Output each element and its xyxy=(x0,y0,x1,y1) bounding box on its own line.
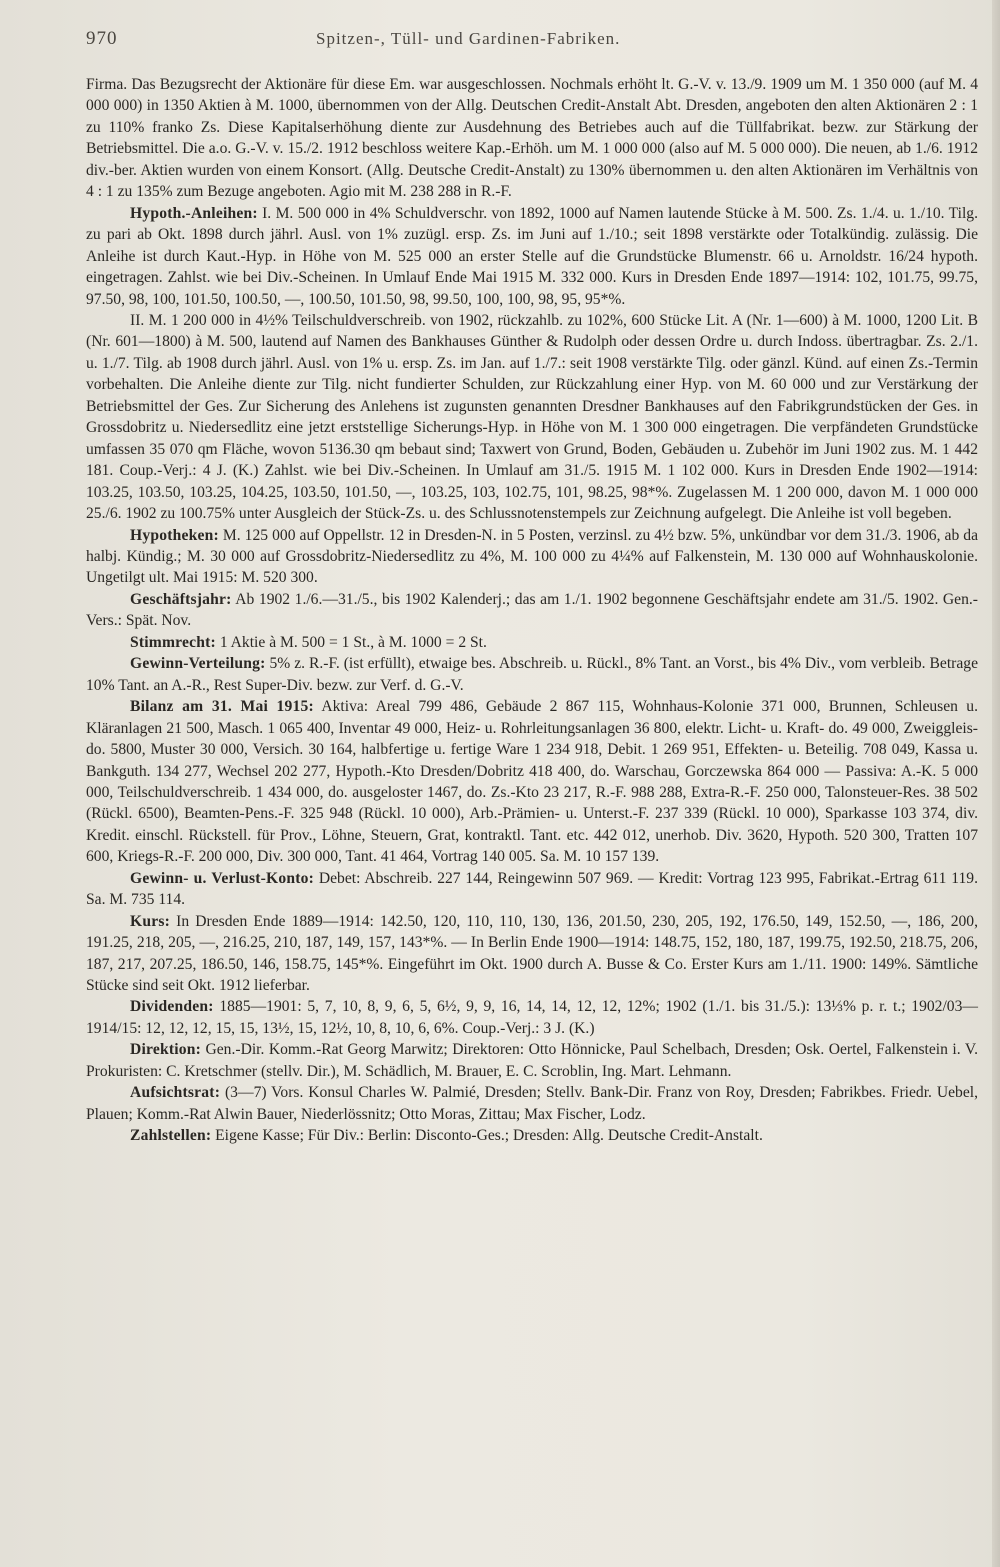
paragraph-hypoth-anleihen xyxy=(86,203,978,310)
paragraph-stimmrecht xyxy=(86,632,978,653)
paragraph-text: Aktiva: Areal 799 486, Gebäude 2 867 115, Wohnhaus-Kolonie 371 000, Brunnen, Schleusen u. Kläranlagen 21 500, Masch. 1 065 400, Inventar 49 000, Heiz- u. Rohrleitungsanlagen 36 800, elektr. Licht- u. Kraft- do. 49 000, Zweiggleis- do. 5800, Muster 30 000, Versich. 30 164, halbfertige u. fertige Ware 1 234 918, Debit. 1 269 951, Effekten- u. Beteilig. 708 049, Kassa u. Bankguth. 134 277, Wechsel 202 277, Hypoth.-Kto Dresden/Dobritz 418 400, do. Warschau, Gorczewska 864 000 — Passiva: A.-K. 5 000 000, Teilschuldverschreib. 1 434 000, do. ausgeloster 1467, do. Zs.-Kto 23 217, R.-F. 988 288, Extra-R.-F. 250 000, Talonsteuer-Res. 38 502 (Rückl. 6500), Beamten-Pens.-F. 325 948 (Rückl. 10 000), Arb.-Prämien- u. Unterst.-F. 237 339 (Rückl. 10 000), Sparkasse 103 374, div. Kredit. einschl. Rückstell. für Prov., Löhne, Steuern, Grat, kontraktl. Tant. etc. 442 012, unerhob. Div. 3620, Hypoth. 520 300, Tratten 107 600, Kriegs-R.-F. 200 000, Div. 300 000, Tant. 41 464, Vortrag 140 005. Sa. M. 10 157 139. xyxy=(86,698,978,866)
section-keyword: Zahlstellen: xyxy=(130,1127,212,1145)
paragraph-hypotheken xyxy=(86,525,978,589)
paragraph-bilanz xyxy=(86,696,978,868)
section-keyword: Aufsichtsrat: xyxy=(130,1084,221,1102)
paragraph-gewinn-verteilung xyxy=(86,653,978,696)
paragraph-text: Debet: Abschreib. 227 144, Reingewinn 507 969. — Kredit: Vortrag 123 995, Fabrikat.-Ertrag 611 119. Sa. M. 735 114. xyxy=(86,869,978,909)
section-keyword: Stimmrecht: xyxy=(130,633,216,651)
section-keyword: Direktion: xyxy=(130,1041,202,1059)
paragraph-text: 5% z. R.-F. (ist erfüllt), etwaige bes. Abschreib. u. Rückl., 8% Tant. an Vorst., bis 4% Div., vom verbleib. Betrage 10% Tant. an A.-R., Rest Super-Div. bezw. zur Verf. d. G.-V. xyxy=(86,655,978,694)
paragraph-gewinn-verlust xyxy=(86,868,978,911)
body-text xyxy=(86,74,978,1147)
paragraph-text: Eigene Kasse; Für Div.: Berlin: Disconto-Ges.; Dresden: Allg. Deutsche Credit-Anstalt. xyxy=(211,1127,763,1145)
paragraph-text: M. 125 000 auf Oppellstr. 12 in Dresden-N. in 5 Posten, verzinsl. zu 4½ bzw. 5%, unkündbar vor dem 31./3. 1906, ab da halbj. Kündig.; M. 30 000 auf Grossdobritz-Niedersedlitz zu 4%, M. 100 000 zu 4¼% auf Falkenstein, M. 130 000 auf Wohnhauskolonie. Ungetilgt ult. Mai 1915: M. 520 300. xyxy=(86,526,978,587)
paragraph-text: 1 Aktie à M. 500 = 1 St., à M. 1000 = 2 St. xyxy=(215,633,487,651)
running-head xyxy=(86,28,978,58)
paragraph-text: 1885—1901: 5, 7, 10, 8, 9, 6, 5, 6½, 9, 9, 16, 14, 14, 12, 12, 12%; 1902 (1./1. bis 31./5.): 13⅓% p. r. t.; 1902/03—1914/15: 12, 12, 12, 15, 15, 13½, 15, 12½, 10, 8, 10, 6, 6%. Coup.-Verj.: 3 J. (K.) xyxy=(86,998,978,1037)
paragraph-capital-increase xyxy=(86,74,978,203)
paragraph-text: I. M. 500 000 in 4% Schuldverschr. von 1892, 1000 auf Namen lautende Stücke à M. 500. Zs. 1./4. u. 1./10. Tilg. zu pari ab Okt. 1898 durch jährl. Ausl. von 1% zuzügl. ersp. Zs. im Juni auf 1./10.; seit 1898 verstärkte oder Totalkündig. zulässig. Die Anleihe ist durch Kaut.-Hyp. in Höhe von M. 525 000 an erster Stelle auf die Grundstücke Blumenstr. 66 u. Arnoldstr. 16/24 hypoth. eingetragen. Zahlst. wie bei Div.-Scheinen. In Umlauf Ende Mai 1915 M. 332 000. Kurs in Dresden Ende 1897—1914: 102, 101.75, 99.75, 97.50, 98, 100, 101.50, 100.50, —, 100.50, 101.50, 98, 99.50, 100, 100, 98, 95, 95*%. xyxy=(86,204,978,308)
paragraph-kurs xyxy=(86,911,978,997)
paragraph-zahlstellen xyxy=(86,1125,978,1146)
running-title: Spitzen-, Tüll- und Gardinen-Fabriken. xyxy=(316,29,621,48)
paragraph-direktion xyxy=(86,1039,978,1082)
paragraph-aufsichtsrat xyxy=(86,1082,978,1125)
page-number: 970 xyxy=(86,28,118,49)
section-keyword: Hypoth.-Anleihen: xyxy=(130,204,258,222)
paragraph-dividenden xyxy=(86,996,978,1039)
section-keyword: Gewinn-Verteilung: xyxy=(130,655,266,673)
paragraph-text: (3—7) Vors. Konsul Charles W. Palmié, Dresden; Stellv. Bank-Dir. Franz von Roy, Dresden; Fabrikbes. Friedr. Uebel, Plauen; Komm.-Rat Alwin Bauer, Niederlössnitz; Otto Moras, Zittau; Max Fischer, Lodz. xyxy=(86,1084,978,1123)
page-edge xyxy=(992,0,1000,1567)
paragraph-text: In Dresden Ende 1889—1914: 142.50, 120, 110, 110, 130, 136, 201.50, 230, 205, 192, 176.50, 149, 152.50, —, 186, 200, 191.25, 218, 205, —, 216.25, 210, 187, 149, 157, 143*%. — In Berlin Ende 1900—1914: 148.75, 152, 180, 187, 199.75, 192.50, 218.75, 206, 187, 217, 207.25, 186.50, 146, 158.75, 145*%. Eingeführt im Okt. 1900 durch A. Busse & Co. Erster Kurs am 1./11. 1900: 149%. Sämtliche Stücke sind seit Okt. 1912 lieferbar. xyxy=(86,912,978,995)
paragraph-geschaeftsjahr xyxy=(86,589,978,632)
section-keyword: Dividenden: xyxy=(130,998,214,1016)
paragraph-text: II. M. 1 200 000 in 4½% Teilschuldverschreib. von 1902, rückzahlb. zu 102%, 600 Stücke Lit. A (Nr. 1—600) à M. 1000, 1200 Lit. B (Nr. 601—1800) à M. 500, lautend auf Namen des Bankhauses Günther & Rudolph oder dessen Ordre u. durch Indoss. übertragbar. Zs. 2./1. u. 1./7. Tilg. ab 1908 durch jährl. Ausl. von 1% u. ersp. Zs. im Jan. auf 1./7.: seit 1908 verstärkte Tilg. oder gänzl. Künd. auf einen Zs.-Termin vorbehalten. Die Anleihe diente zur Tilg. nicht fundierter Schulden, zur Rückzahlung einer Hyp. von M. 60 000 und zur Verstärkung der Betriebsmittel der Ges. Zur Sicherung des Anlehens ist zugunsten genannten Dresdner Bankhauses auf den Fabrikgrundstücken der Ges. in Grossdobritz u. Niedersedlitz eine jetzt erststellige Sicherungs-Hyp. in Höhe von M. 1 300 000 eingetragen. Die verpfändeten Grundstücke umfassen 35 070 qm Fläche, wovon 5136.30 qm bebaut sind; Taxwert von Grund, Boden, Gebäuden u. Zubehör im Juni 1902 zus. M. 1 442 181. Coup.-Verj.: 4 J. (K.) Zahlst. wie bei Div.-Scheinen. In Umlauf am 31./5. 1915 M. 1 102 000. Kurs in Dresden Ende 1902—1914: 103.25, 103.50, 103.25, 104.25, 103.50, 101.50, —, 103.25, 103, 102.75, 101, 98.25, 98*%. Zugelassen M. 1 200 000, davon M. 1 000 000 25./6. 1902 zu 100.75% unter Ausgleich der Stück-Zs. u. des Schlussnotenstempels zur Zeichnung aufgelegt. Die Anleihe ist voll begeben. xyxy=(86,311,978,523)
section-keyword: Kurs: xyxy=(130,912,170,930)
paragraph-text: Ab 1902 1./6.—31./5., bis 1902 Kalenderj.; das am 1./1. 1902 begonnene Geschäftsjahr endete am 31./5. 1902. Gen.-Vers.: Spät. Nov. xyxy=(86,590,978,630)
section-keyword: Geschäftsjahr: xyxy=(130,590,232,608)
section-keyword: Gewinn- u. Verlust-Konto: xyxy=(130,869,315,887)
paragraph-text: Gen.-Dir. Komm.-Rat Georg Marwitz; Direktoren: Otto Hönnicke, Paul Schelbach, Dresden; Osk. Oertel, Falkenstein i. V. Prokuristen: C. Kretschmer (stellv. Dir.), M. Schädlich, M. Brauer, E. C. Scroblin, Ing. Mart. Lehmann. xyxy=(86,1041,978,1080)
paragraph-text: Firma. Das Bezugsrecht der Aktionäre für diese Em. war ausgeschlossen. Nochmals erhöht lt. G.-V. v. 13./9. 1909 um M. 1 350 000 (auf M. 4 000 000) in 1350 Aktien à M. 1000, übernommen von der Allg. Deutschen Credit-Anstalt Abt. Dresden, angeboten den alten Aktionären 2 : 1 zu 110% franko Zs. Diese Kapitalserhöhung diente zur Ausdehnung des Betriebes auch auf die Tüllfabrikat. bezw. zur Stärkung der Betriebsmittel. Die a.o. G.-V. v. 15./2. 1912 beschloss weitere Kap.-Erhöh. um M. 1 000 000 (also auf M. 5 000 000). Die neuen, ab 1./6. 1912 div.-ber. Aktien wurden von einem Konsort. (Allg. Deutsche Credit-Anstalt) zu 130% übernommen u. den alten Aktionären im Verhältnis von 4 : 1 zu 135% zum Bezuge angeboten. Agio mit M. 238 288 in R.-F. xyxy=(86,76,978,201)
paragraph-loan-ii xyxy=(86,310,978,525)
section-keyword: Hypotheken: xyxy=(130,526,219,544)
section-keyword: Bilanz am 31. Mai 1915: xyxy=(130,698,314,716)
